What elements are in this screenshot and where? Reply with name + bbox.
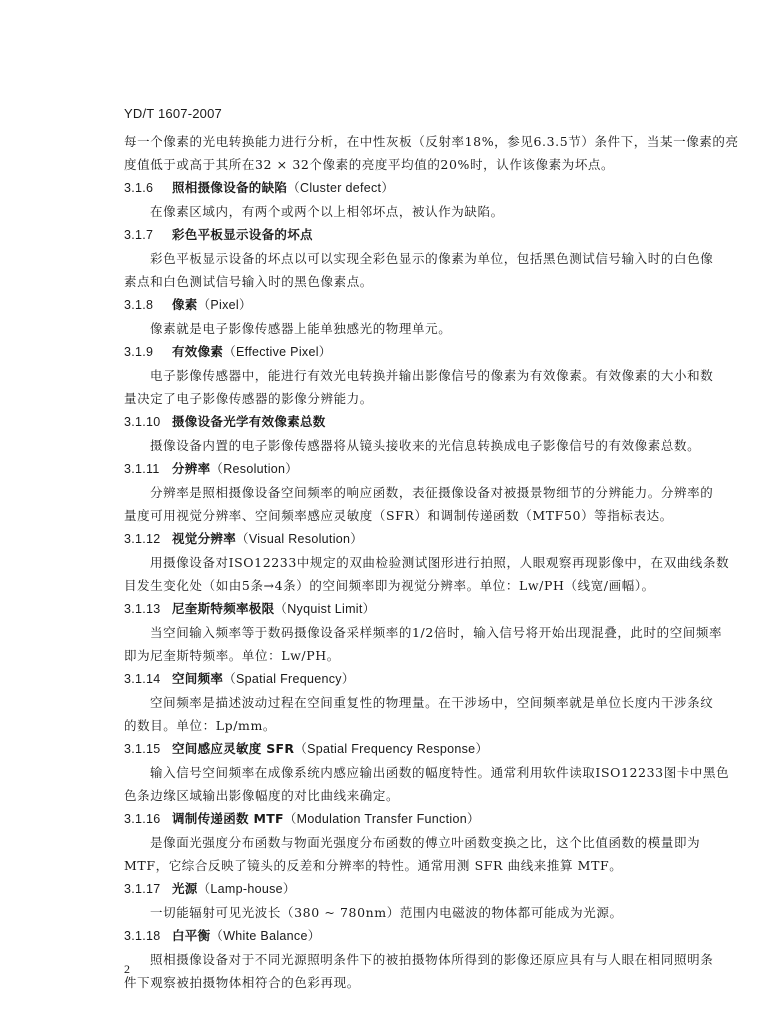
section-title: 照相摄像设备的缺陷 — [172, 180, 288, 195]
intro-line: 每一个像素的光电转换能力进行分析，在中性灰板（反射率18%，参见6.3.5节）条件下，当某一像素的亮 — [124, 134, 739, 149]
section-heading — [124, 340, 688, 364]
section-body-line: 当空间输入频率等于数码摄像设备采样频率的1/2倍时，输入信号将开始出现混叠，此时的空间频率 — [150, 625, 723, 640]
section-heading — [124, 877, 688, 901]
section-number: 3.1.10 — [124, 415, 161, 429]
section-heading — [124, 737, 688, 761]
section-body-line: 是像面光强度分布函数与物面光强度分布函数的傅立叶函数变换之比，这个比值函数的模量即为 — [150, 835, 701, 850]
section-title: 调制传递函数 MTF — [172, 811, 284, 826]
section-body-line: 摄像设备内置的电子影像传感器将从镜头接收来的光信息转换成电子影像信号的有效像素总数。 — [150, 438, 701, 453]
section-english-term: （Cluster defect） — [287, 181, 395, 195]
section-english-term: （Pixel） — [197, 298, 252, 312]
section-heading — [124, 527, 688, 551]
section-body-line: 件下观察被拍摄物体相符合的色彩再现。 — [124, 975, 360, 990]
section-title: 像素 — [172, 297, 198, 312]
section-body-line: 分辨率是照相摄像设备空间频率的响应函数，表征摄像设备对被摄景物细节的分辨能力。分辨率的 — [150, 485, 714, 500]
section-english-term: （Resolution） — [210, 462, 299, 476]
section-heading — [124, 293, 688, 317]
section-english-term: （Lamp-house） — [197, 882, 296, 896]
section-title: 空间感应灵敏度 SFR — [172, 741, 295, 756]
page-number: 2 — [124, 962, 130, 976]
section-heading — [124, 457, 688, 481]
body-text — [124, 130, 739, 994]
section-english-term: （White Balance） — [210, 929, 321, 943]
section-english-term: （Effective Pixel） — [223, 345, 332, 359]
section-heading — [124, 924, 688, 948]
section-body-line: 目发生变化处（如由5条→4条）的空间频率即为视觉分辨率。单位：Lw/PH（线宽/画幅）。 — [124, 578, 655, 593]
section-english-term: （Visual Resolution） — [236, 532, 364, 546]
section-title: 尼奎斯特频率极限 — [172, 601, 275, 616]
section-heading — [124, 667, 688, 691]
section-english-term: （Spatial Frequency） — [223, 672, 355, 686]
section-title: 分辨率 — [172, 461, 211, 476]
section-body-line: 一切能辐射可见光波长（380 ~ 780nm）范围内电磁波的物体都可能成为光源。 — [150, 905, 623, 920]
section-body-line: 量度可用视觉分辨率、空间频率感应灵敏度（SFR）和调制传递函数（MTF50）等指标表达。 — [124, 508, 673, 523]
section-body-line: 色条边缘区域输出影像幅度的对比曲线来确定。 — [124, 788, 400, 803]
section-number: 3.1.7 — [124, 228, 154, 242]
section-body-line: 彩色平板显示设备的坏点以可以实现全彩色显示的像素为单位，包括黑色测试信号输入时的白色像 — [150, 251, 714, 266]
section-body-line: 用摄像设备对ISO12233中规定的双曲检验测试图形进行拍照，人眼观察再现影像中，在双曲线条数 — [150, 555, 730, 570]
section-english-term: （Spatial Frequency Response） — [294, 742, 489, 756]
section-number: 3.1.6 — [124, 181, 154, 195]
section-title: 光源 — [172, 881, 198, 896]
section-number: 3.1.16 — [124, 812, 161, 826]
section-body-line: 的数目。单位：Lp/mm。 — [124, 718, 277, 733]
section-body-line: 素点和白色测试信号输入时的黑色像素点。 — [124, 274, 373, 289]
section-title: 视觉分辨率 — [172, 531, 237, 546]
section-english-term: （Modulation Transfer Function） — [283, 812, 480, 826]
section-body-line: 像素就是电子影像传感器上能单独感光的物理单元。 — [150, 321, 452, 336]
section-body-line: 即为尼奎斯特频率。单位：Lw/PH。 — [124, 648, 340, 663]
section-heading — [124, 223, 688, 247]
section-heading — [124, 176, 688, 200]
intro-line: 度值低于或高于其所在32 × 32个像素的亮度平均值的20%时，认作该像素为坏点。 — [124, 157, 615, 172]
section-title: 有效像素 — [172, 344, 224, 359]
section-body-line: 量决定了电子影像传感器的影像分辨能力。 — [124, 391, 373, 406]
section-body-line: 在像素区域内，有两个或两个以上相邻坏点，被认作为缺陷。 — [150, 204, 504, 219]
section-number: 3.1.8 — [124, 298, 154, 312]
section-number: 3.1.18 — [124, 929, 161, 943]
section-title: 彩色平板显示设备的坏点 — [172, 227, 313, 242]
section-body-line: 照相摄像设备对于不同光源照明条件下的被拍摄物体所得到的影像还原应具有与人眼在相同照明条 — [150, 952, 714, 967]
section-title: 空间频率 — [172, 671, 224, 686]
section-number: 3.1.12 — [124, 532, 161, 546]
section-heading — [124, 807, 688, 831]
section-number: 3.1.17 — [124, 882, 161, 896]
section-heading — [124, 410, 688, 434]
section-title: 白平衡 — [172, 928, 211, 943]
section-title: 摄像设备光学有效像素总数 — [172, 414, 326, 429]
section-number: 3.1.15 — [124, 742, 161, 756]
section-body-line: 空间频率是描述波动过程在空间重复性的物理量。在干涉场中，空间频率就是单位长度内干涉条纹 — [150, 695, 714, 710]
section-english-term: （Nyquist Limit） — [274, 602, 376, 616]
section-body-line: 电子影像传感器中，能进行有效光电转换并输出影像信号的像素为有效像素。有效像素的大小和数 — [150, 368, 714, 383]
section-number: 3.1.14 — [124, 672, 161, 686]
section-number: 3.1.9 — [124, 345, 154, 359]
section-number: 3.1.13 — [124, 602, 161, 616]
section-body-line: MTF，它综合反映了镜头的反差和分辨率的特性。通常用测 SFR 曲线来推算 MTF。 — [124, 858, 623, 873]
section-body-line: 输入信号空间频率在成像系统内感应输出函数的幅度特性。通常利用软件读取ISO12233图卡中黑色 — [150, 765, 730, 780]
section-number: 3.1.11 — [124, 462, 160, 476]
standard-code-header: YD/T 1607-2007 — [124, 106, 222, 121]
section-heading — [124, 597, 688, 621]
